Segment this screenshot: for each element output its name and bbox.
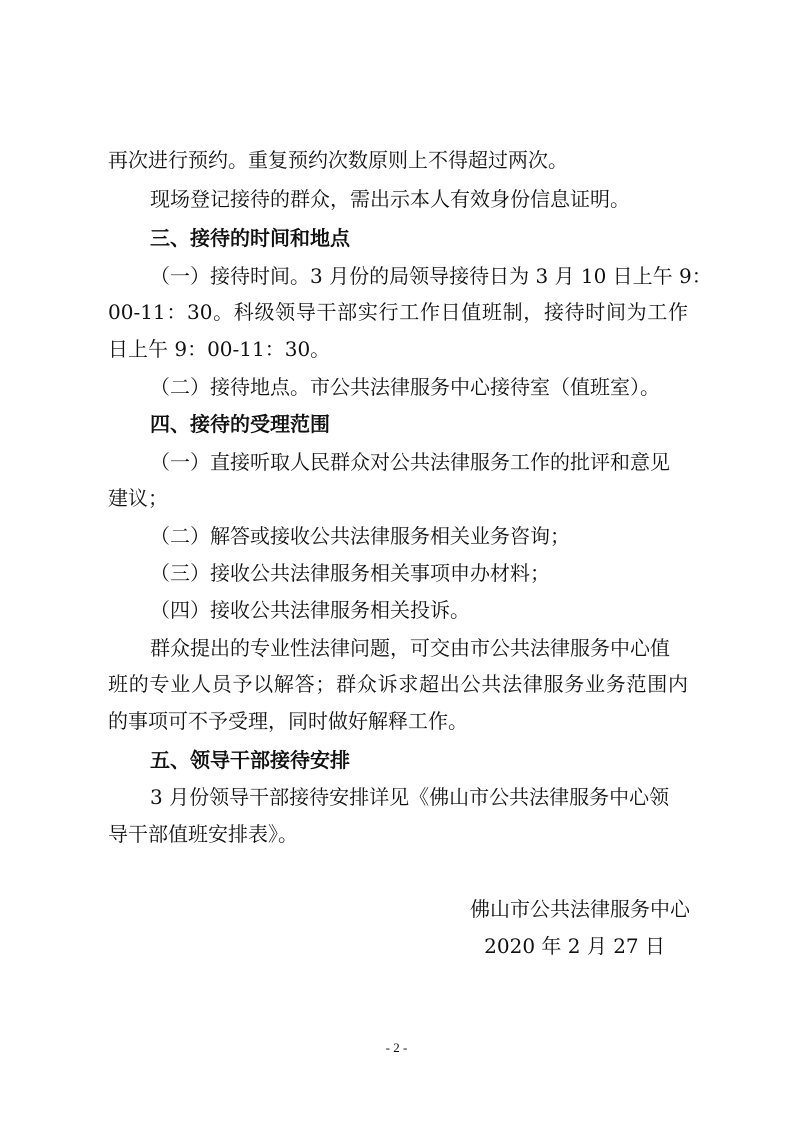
- paragraph-line: 班的专业人员予以解答；群众诉求超出公共法律服务业务范围内: [108, 672, 688, 696]
- paragraph-line: （四）接收公共法律服务相关投诉。: [150, 598, 470, 622]
- paragraph-line: 00-11：30。科级领导干部实行工作日值班制，接待时间为工作: [108, 300, 688, 324]
- paragraph-line: 导干部值班安排表》。: [108, 822, 298, 846]
- paragraph-line: （三）接收公共法律服务相关事项申办材料；: [150, 561, 550, 585]
- page-number: - 2 -: [385, 1040, 408, 1055]
- paragraph-line: （一）接待时间。3 月份的局领导接待日为 3 月 10 日上午 9：: [150, 264, 712, 288]
- paragraph-line: 建议；: [108, 486, 168, 510]
- paragraph-line: 日上午 9：00-11：30。: [108, 337, 331, 361]
- paragraph-line: 3 月份领导干部接待安排详见《佛山市公共法律服务中心领: [150, 785, 670, 809]
- signature-date: 2020 年 2 月 27 日: [484, 934, 665, 958]
- paragraph-line: 再次进行预约。重复预约次数原则上不得超过两次。: [108, 148, 568, 172]
- paragraph-line: （二）解答或接收公共法律服务相关业务咨询；: [150, 524, 570, 548]
- section-heading-3: 三、接待的时间和地点: [150, 226, 350, 250]
- section-heading-5: 五、领导干部接待安排: [150, 748, 350, 772]
- paragraph-line: （一）直接听取人民群众对公共法律服务工作的批评和意见: [150, 450, 670, 474]
- section-heading-4: 四、接待的受理范围: [150, 412, 330, 436]
- paragraph-line: 现场登记接待的群众，需出示本人有效身份信息证明。: [150, 187, 630, 211]
- paragraph-line: 的事项可不予受理，同时做好解释工作。: [108, 709, 468, 733]
- signature-org: 佛山市公共法律服务中心: [470, 897, 690, 921]
- paragraph-line: 群众提出的专业性法律问题，可交由市公共法律服务中心值: [150, 636, 670, 660]
- paragraph-line: （二）接待地点。市公共法律服务中心接待室（值班室）。: [150, 375, 660, 399]
